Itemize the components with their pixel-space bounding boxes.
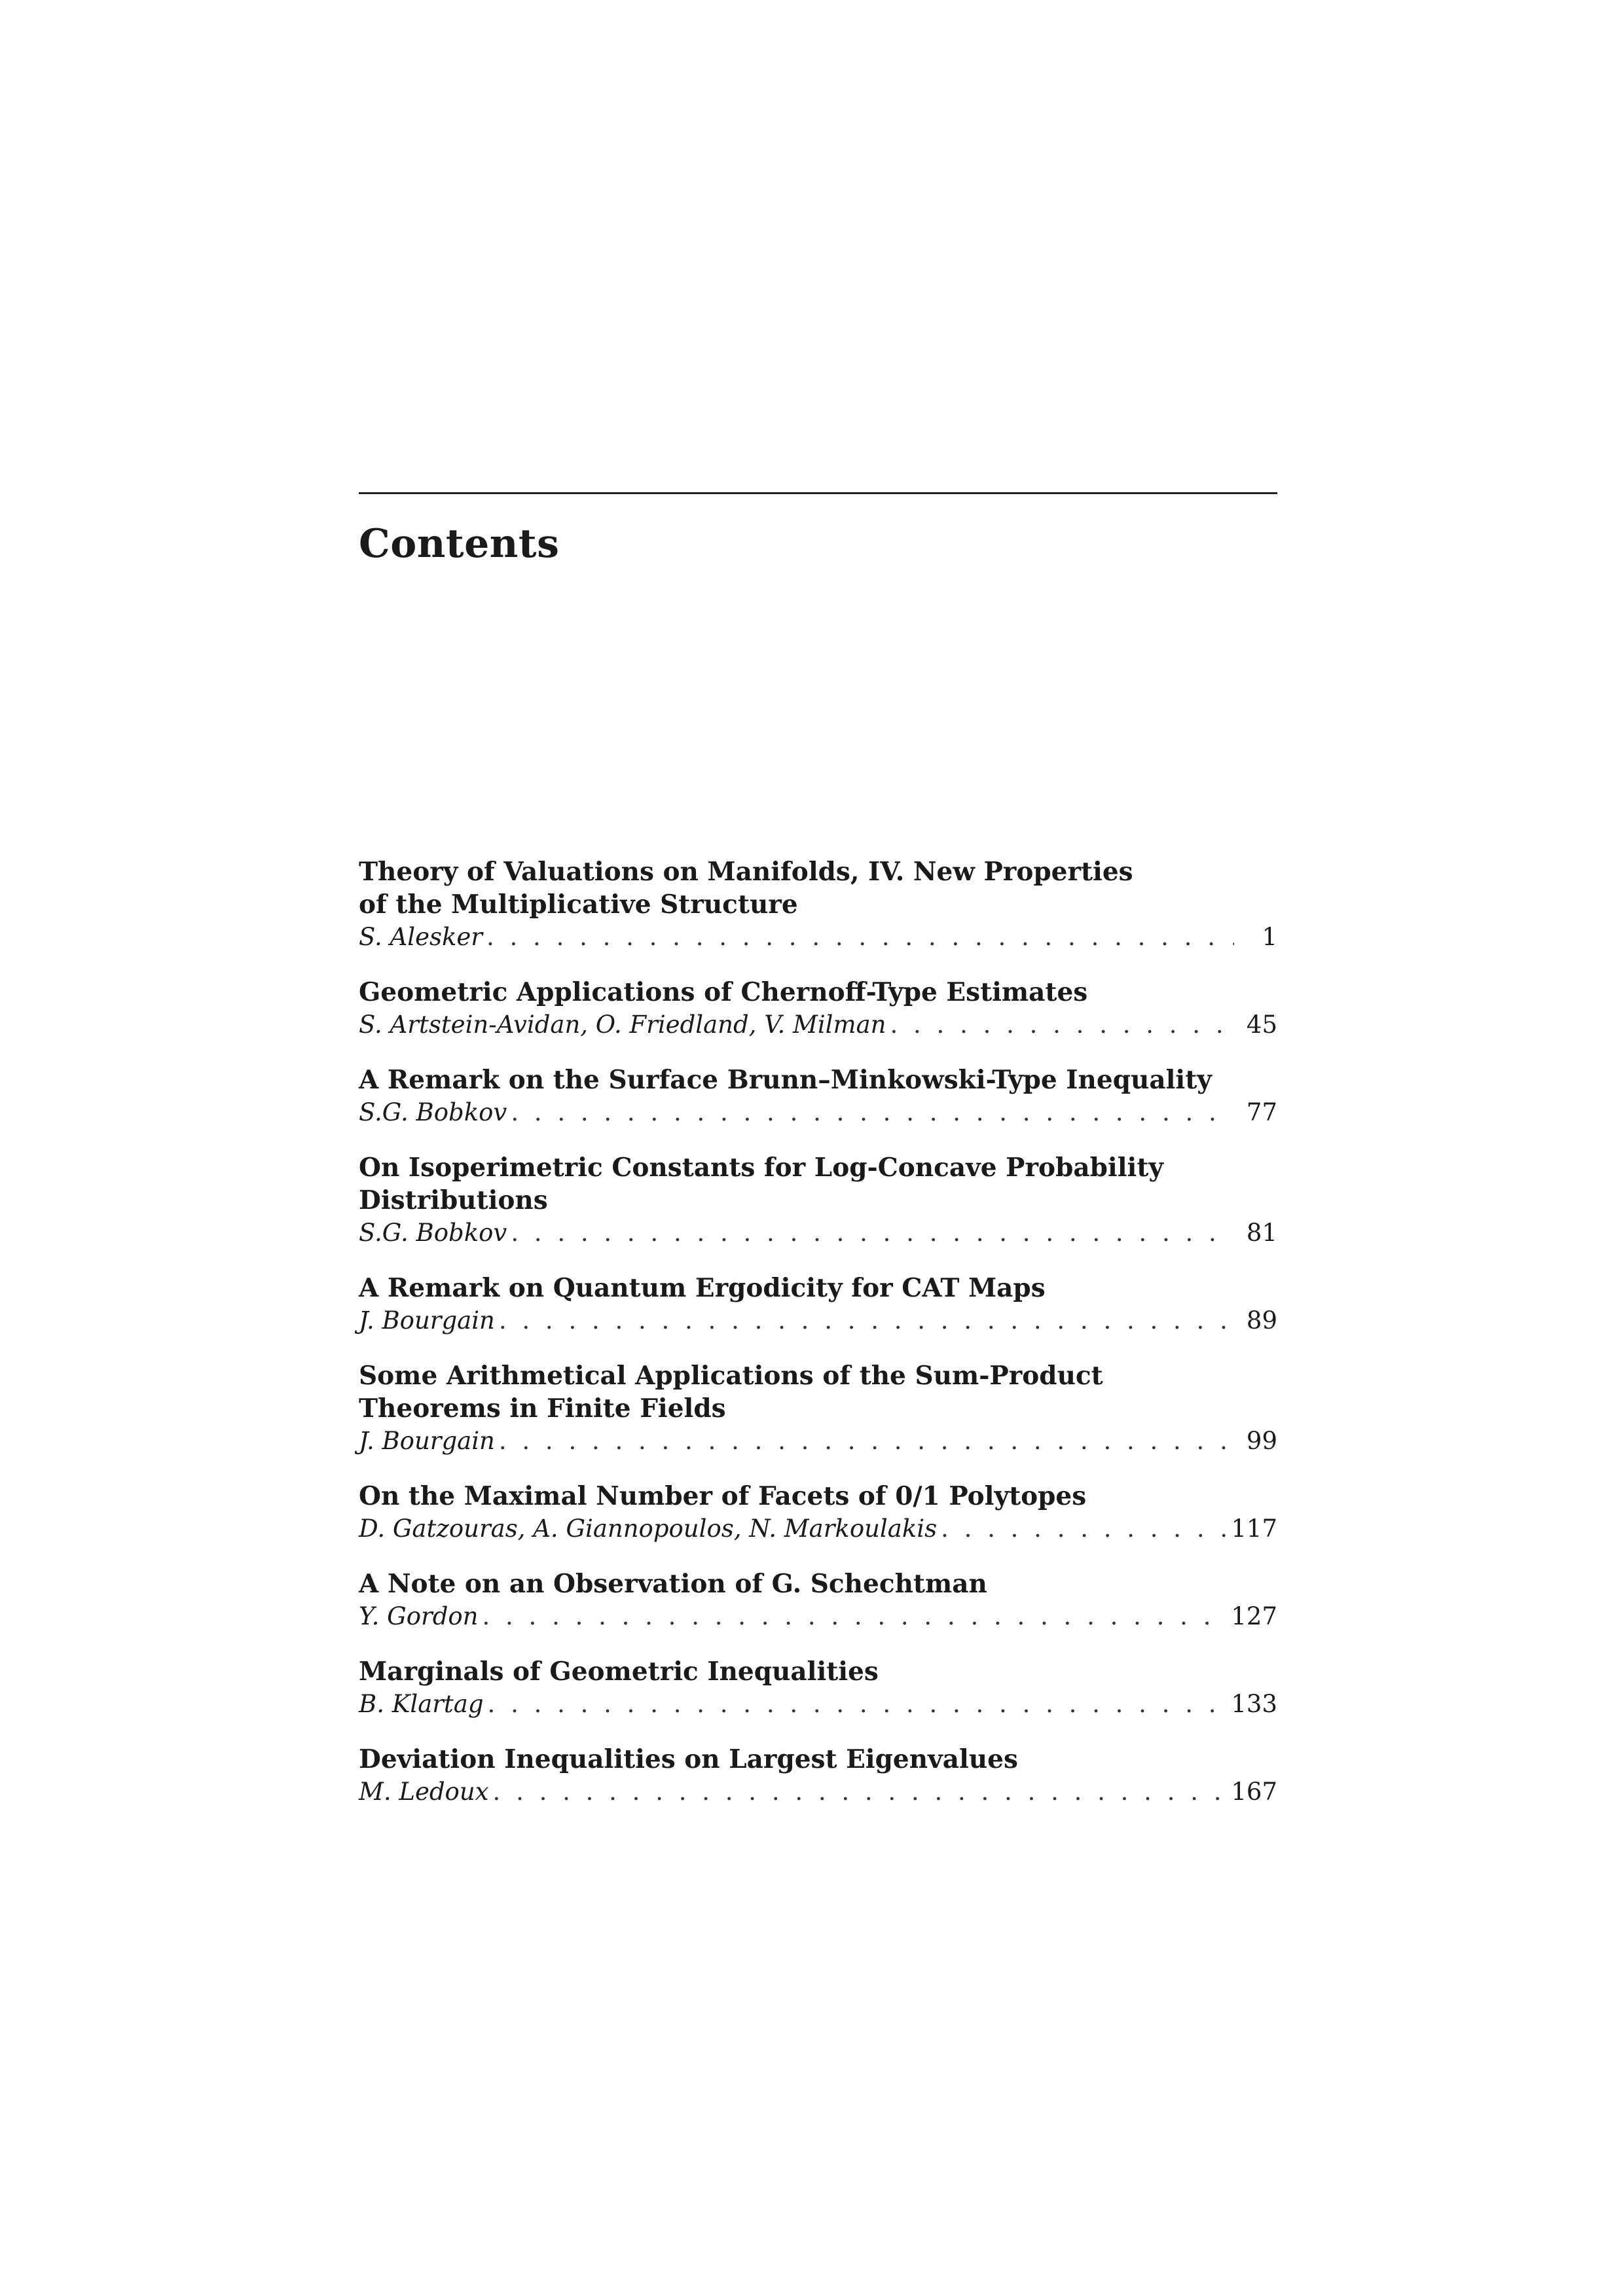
entry-author-line: [359, 1513, 1277, 1545]
dot-leader: [483, 1600, 1228, 1633]
entry-authors: S.G. Bobkov: [359, 1098, 507, 1126]
dot-leader: [890, 1009, 1235, 1041]
toc-entry[interactable]: [359, 1272, 1277, 1337]
entry-page-number: 167: [1231, 1778, 1277, 1806]
entry-author-line: [359, 1600, 1277, 1633]
entry-page-number: 127: [1231, 1602, 1277, 1630]
toc-entry[interactable]: [359, 1568, 1277, 1633]
entry-author-line: [359, 1425, 1277, 1458]
entry-title: On Isoperimetric Constants for Log-Concave Probability: [359, 1153, 1163, 1183]
entry-page-number: 77: [1246, 1098, 1277, 1126]
entry-page-number: 89: [1246, 1306, 1277, 1335]
entry-author-line: [359, 921, 1277, 954]
toc-entry[interactable]: [359, 976, 1277, 1041]
toc-entry[interactable]: [359, 1064, 1277, 1129]
entry-authors: B. Klartag: [359, 1690, 484, 1718]
toc-entry[interactable]: [359, 855, 1277, 954]
toc-entry[interactable]: [359, 1480, 1277, 1545]
entry-authors: S. Alesker: [359, 923, 483, 951]
table-of-contents: [359, 855, 1277, 1831]
entry-author-line: [359, 1776, 1277, 1808]
entry-title: A Remark on the Surface Brunn–Minkowski-Type Inequality: [359, 1065, 1212, 1095]
entry-authors: S.G. Bobkov: [359, 1219, 507, 1247]
entry-title: Theory of Valuations on Manifolds, IV. New Properties: [359, 857, 1133, 887]
dot-leader: [486, 921, 1234, 954]
entry-title: On the Maximal Number of Facets of 0/1 Polytopes: [359, 1481, 1087, 1511]
top-rule: [359, 492, 1277, 494]
entry-authors: S. Artstein-Avidan, O. Friedland, V. Milman: [359, 1011, 886, 1039]
entry-title: of the Multiplicative Structure: [359, 889, 798, 920]
toc-entry[interactable]: [359, 1151, 1277, 1249]
dot-leader: [511, 1096, 1234, 1129]
entry-author-line: [359, 1304, 1277, 1337]
page-title: Contents: [359, 521, 560, 567]
dot-leader: [499, 1304, 1234, 1337]
entry-title: Distributions: [359, 1185, 548, 1215]
dot-leader: [488, 1688, 1228, 1721]
toc-entry[interactable]: [359, 1655, 1277, 1721]
entry-page-number: 133: [1231, 1690, 1277, 1718]
entry-author-line: [359, 1096, 1277, 1129]
entry-title: Deviation Inequalities on Largest Eigenvalues: [359, 1744, 1018, 1774]
entry-authors: M. Ledoux: [359, 1778, 489, 1806]
entry-page-number: 45: [1246, 1011, 1277, 1039]
toc-entry[interactable]: [359, 1359, 1277, 1458]
dot-leader: [941, 1513, 1227, 1545]
entry-page-number: 1: [1262, 923, 1277, 951]
dot-leader: [493, 1776, 1228, 1808]
entry-page-number: 99: [1246, 1427, 1277, 1455]
entry-title: Marginals of Geometric Inequalities: [359, 1657, 879, 1687]
dot-leader: [499, 1425, 1234, 1458]
entry-author-line: [359, 1688, 1277, 1721]
entry-page-number: 81: [1246, 1219, 1277, 1247]
entry-page-number: 117: [1231, 1515, 1277, 1543]
dot-leader: [511, 1217, 1234, 1249]
entry-author-line: [359, 1009, 1277, 1041]
entry-title: Geometric Applications of Chernoff-Type Estimates: [359, 977, 1088, 1007]
entry-authors: J. Bourgain: [359, 1306, 495, 1335]
entry-author-line: [359, 1217, 1277, 1249]
entry-authors: D. Gatzouras, A. Giannopoulos, N. Markoulakis: [359, 1515, 938, 1543]
entry-title: Theorems in Finite Fields: [359, 1393, 726, 1424]
entry-authors: Y. Gordon: [359, 1602, 479, 1630]
entry-title: A Remark on Quantum Ergodicity for CAT Maps: [359, 1273, 1046, 1303]
entry-authors: J. Bourgain: [359, 1427, 495, 1455]
entry-title: Some Arithmetical Applications of the Sum-Product: [359, 1361, 1103, 1391]
entry-title: A Note on an Observation of G. Schechtman: [359, 1569, 987, 1599]
toc-entry[interactable]: [359, 1743, 1277, 1808]
